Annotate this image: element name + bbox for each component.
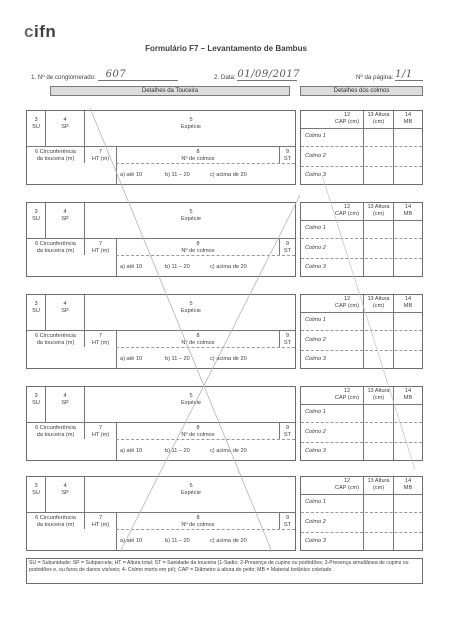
st-header: 9 ST: [283, 149, 292, 162]
touceira-section-bar: Detalhes da Touceira: [50, 86, 290, 96]
st-header: 9 ST: [283, 515, 292, 528]
st-header: 9 ST: [283, 241, 292, 254]
option-11-20[interactable]: b) 11 – 20: [165, 448, 190, 454]
sp-header: 4 SP: [61, 301, 69, 314]
altura-header: 13 Altura (cm): [367, 478, 390, 491]
ht-header: 7 HT (m): [91, 333, 110, 346]
circunferencia-header: 6 Circunferência da touceira (m): [35, 515, 76, 528]
colmo-1-label: Colmo 1: [305, 133, 326, 139]
ht-header: 7 HT (m): [91, 149, 110, 162]
mb-header: 14 MB: [403, 296, 413, 309]
sp-header: 4 SP: [61, 483, 69, 496]
especie-header: 5 Espécie: [181, 209, 201, 222]
colmos-header: 8 Nº de colmos: [181, 333, 215, 346]
pagina-field: Nº da página: 1/1: [356, 69, 423, 81]
circunferencia-header: 6 Circunferência da touceira (m): [35, 333, 76, 346]
altura-header: 13 Altura (cm): [367, 296, 390, 309]
option-acima-20[interactable]: c) acima de 20: [210, 538, 247, 544]
option-11-20[interactable]: b) 11 – 20: [165, 538, 190, 544]
colmo-2-label: Colmo 2: [305, 429, 326, 435]
colmo-3-label: Colmo 3: [305, 264, 326, 270]
option-ate-10[interactable]: a) até 10: [120, 172, 143, 178]
data-field: 2. Data: 01/09/2017: [214, 69, 301, 81]
colmo-1-label: Colmo 1: [305, 409, 326, 415]
su-header: 3 SU: [32, 209, 40, 222]
circunferencia-header: 6 Circunferência da touceira (m): [35, 425, 76, 438]
su-header: 3 SU: [32, 301, 40, 314]
ht-header: 7 HT (m): [91, 425, 110, 438]
option-11-20[interactable]: b) 11 – 20: [165, 172, 190, 178]
colmo-1-label: Colmo 1: [305, 499, 326, 505]
cap-header: 12 CAP (cm): [334, 112, 360, 125]
su-header: 3 SU: [32, 117, 40, 130]
sp-header: 4 SP: [61, 117, 69, 130]
ht-header: 7 HT (m): [91, 515, 110, 528]
especie-header: 5 Espécie: [181, 301, 201, 314]
colmos-header: 8 Nº de colmos: [181, 515, 215, 528]
especie-header: 5 Espécie: [181, 393, 201, 406]
sp-header: 4 SP: [61, 209, 69, 222]
mb-header: 14 MB: [403, 478, 413, 491]
footer-legend: SU = Subunidade; SP = Subparcela; HT = Altura total; ST = Sanidade da touceira (1-Sadio; 2-Presença de cupins ou podridões; 3-Presença simultânea de cupins ou podridões e, ou furos de danos visíveis; 4- Colmo morto em pé); CAP = Diâmetro à altura do peito; MB = Material botânico coletado.: [26, 558, 423, 584]
colmo-1-label: Colmo 1: [305, 317, 326, 323]
option-11-20[interactable]: b) 11 – 20: [165, 356, 190, 362]
colmos-header: 8 Nº de colmos: [181, 241, 215, 254]
colmo-2-label: Colmo 2: [305, 245, 326, 251]
su-header: 3 SU: [32, 483, 40, 496]
especie-header: 5 Espécie: [181, 117, 201, 130]
su-header: 3 SU: [32, 393, 40, 406]
option-ate-10[interactable]: a) até 10: [120, 264, 143, 270]
altura-header: 13 Altura (cm): [367, 112, 390, 125]
colmos-section-bar: Detalhes dos colmos: [300, 86, 423, 96]
option-acima-20[interactable]: c) acima de 20: [210, 356, 247, 362]
option-acima-20[interactable]: c) acima de 20: [210, 448, 247, 454]
conglomerado-value[interactable]: 607: [105, 69, 127, 80]
colmo-2-label: Colmo 2: [305, 337, 326, 343]
sp-header: 4 SP: [61, 393, 69, 406]
especie-header: 5 Espécie: [181, 483, 201, 496]
st-header: 9 ST: [283, 425, 292, 438]
colmo-3-label: Colmo 3: [305, 172, 326, 178]
pagina-value[interactable]: 1/1: [395, 69, 413, 80]
circunferencia-header: 6 Circunferência da touceira (m): [35, 149, 76, 162]
form-title: Formulário F7 – Levantamento de Bambus: [145, 44, 307, 53]
cap-header: 12 CAP (cm): [334, 478, 360, 491]
altura-header: 13 Altura (cm): [367, 388, 390, 401]
colmos-header: 8 Nº de colmos: [181, 425, 215, 438]
colmo-3-label: Colmo 3: [305, 356, 326, 362]
cap-header: 12 CAP (cm): [334, 388, 360, 401]
colmo-2-label: Colmo 2: [305, 519, 326, 525]
data-value[interactable]: 01/09/2017: [237, 69, 301, 80]
option-11-20[interactable]: b) 11 – 20: [165, 264, 190, 270]
colmo-1-label: Colmo 1: [305, 225, 326, 231]
option-ate-10[interactable]: a) até 10: [120, 448, 143, 454]
cap-header: 12 CAP (cm): [334, 296, 360, 309]
colmo-3-label: Colmo 3: [305, 538, 326, 544]
circunferencia-header: 6 Circunferência da touceira (m): [35, 241, 76, 254]
colmos-header: 8 Nº de colmos: [181, 149, 215, 162]
option-acima-20[interactable]: c) acima de 20: [210, 264, 247, 270]
mb-header: 14 MB: [403, 112, 413, 125]
cap-header: 12 CAP (cm): [334, 204, 360, 217]
ifn-logo: cifn: [24, 22, 57, 41]
st-header: 9 ST: [283, 333, 292, 346]
mb-header: 14 MB: [403, 388, 413, 401]
altura-header: 13 Altura (cm): [367, 204, 390, 217]
option-ate-10[interactable]: a) até 10: [120, 538, 143, 544]
option-acima-20[interactable]: c) acima de 20: [210, 172, 247, 178]
option-ate-10[interactable]: a) até 10: [120, 356, 143, 362]
colmo-2-label: Colmo 2: [305, 153, 326, 159]
conglomerado-field: 1. Nº de conglomerado: 607: [31, 69, 178, 81]
colmo-3-label: Colmo 3: [305, 448, 326, 454]
ht-header: 7 HT (m): [91, 241, 110, 254]
mb-header: 14 MB: [403, 204, 413, 217]
